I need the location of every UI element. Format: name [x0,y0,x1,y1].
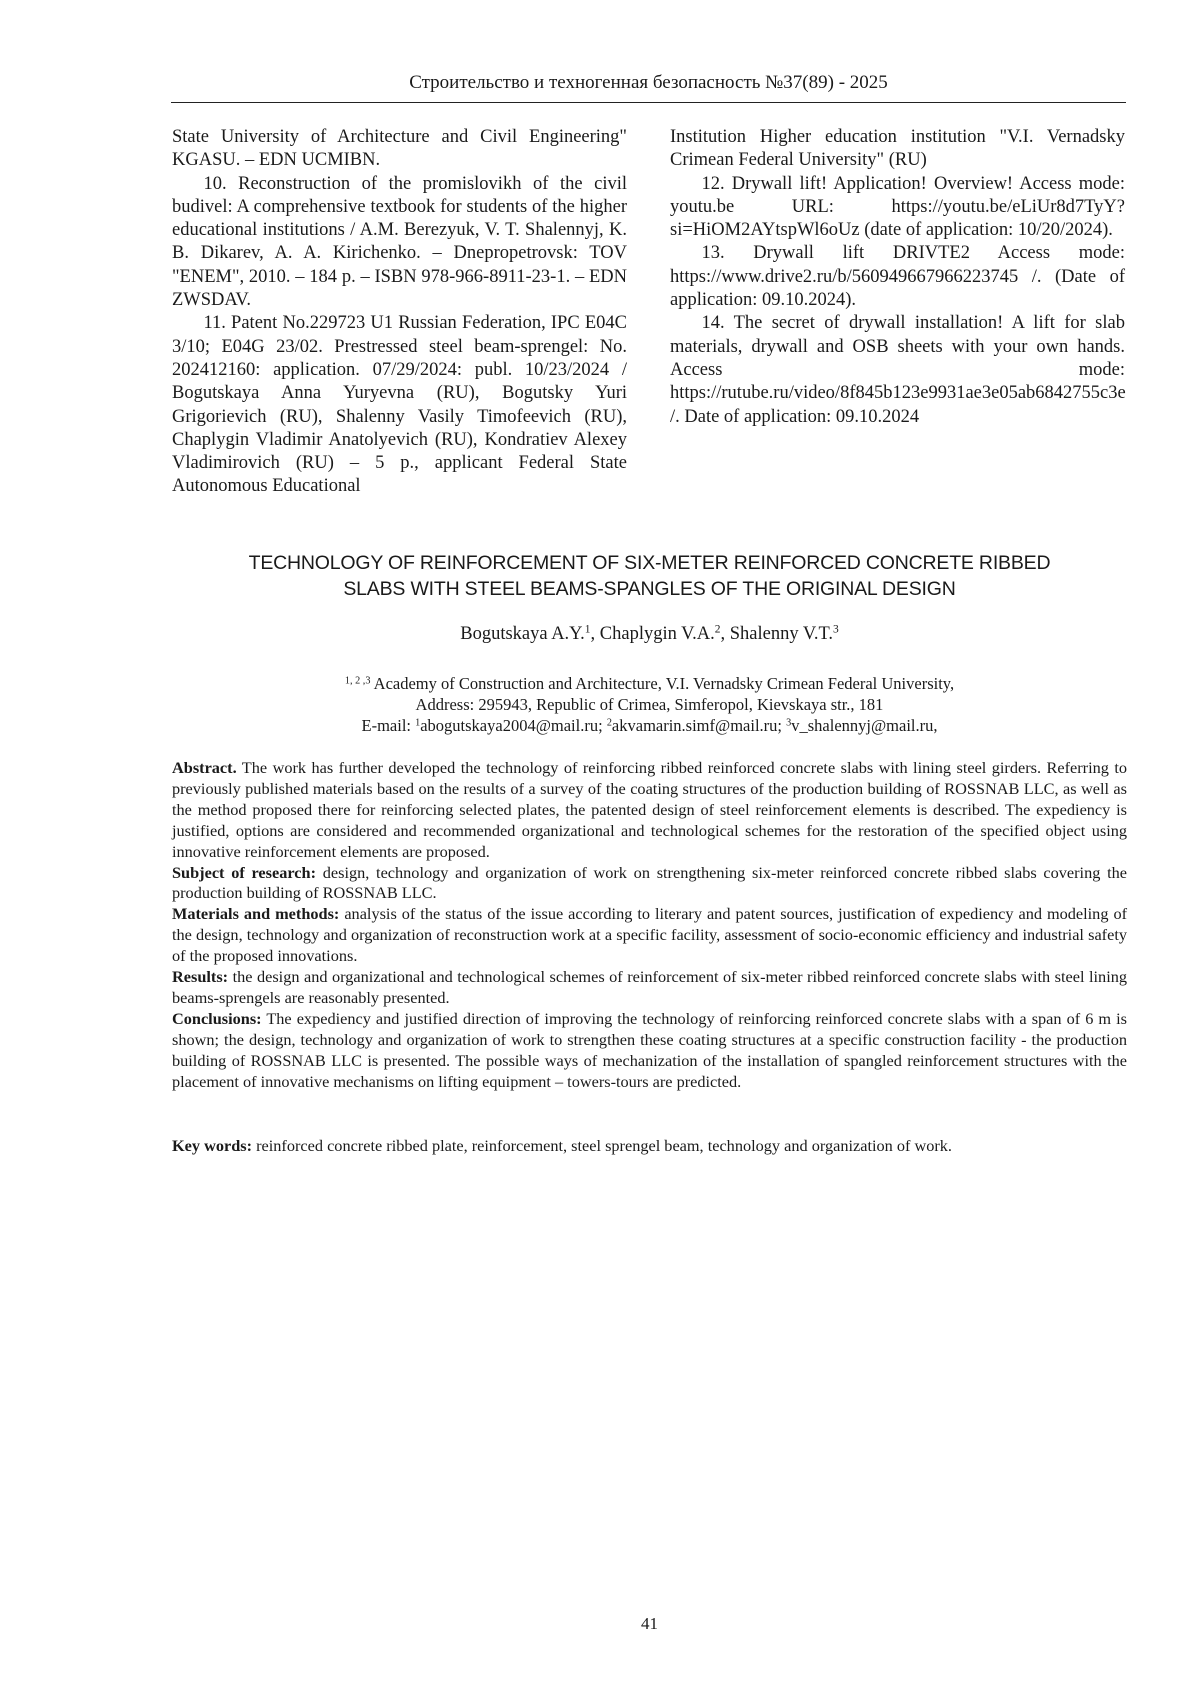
conclusions-text: The expediency and justified direction of improving the technology of reinforcing reinforced concrete slabs with a span of 6 m is shown; the design, technology and organization of work to strengthen these coating structures at a specific construction facility - the production building of ROSSNAB LLC is presented. The possible ways of mechanization of the installation of spangled reinforcement structures with the placement of innovative mechanisms on lifting equipment – towers-tours are predicted. [172,1008,1127,1091]
subject-paragraph [172,863,1127,905]
affiliation-emails [172,715,1127,736]
email-mark: 1 [415,717,421,729]
methods-paragraph [172,904,1127,967]
subject-label: Subject of research: [172,862,316,882]
keywords-text: reinforced concrete ribbed plate, reinforcement, steel sprengel beam, technology and organization of work. [252,1136,953,1155]
abstract-paragraph [172,758,1127,863]
affiliation-address: Address: 295943, Republic of Crimea, Simferopol, Kievskaya str., 181 [415,695,884,714]
author-affiliation-mark: 3 [833,623,839,636]
author-list [172,624,1127,645]
reference-item: 13. Drywall lift DRIVTE2 Access mode: https://www.drive2.ru/b/560949667966223745 /. (Date of application: 09.10.2024). [670,243,1125,311]
results-paragraph [172,967,1127,1009]
references-left-column [172,126,627,499]
references-right-column [670,126,1125,429]
article-title [172,550,1127,602]
email-prefix: E-mail: [361,716,416,735]
email-link[interactable]: abogutskaya2004@mail.ru [420,716,599,735]
methods-label: Materials and methods: [172,904,340,924]
keywords-block [172,1136,1127,1157]
results-text: the design and organizational and technological schemes of reinforcement of six-meter ribbed reinforced concrete slabs with steel lining beams-sprengels are reasonably presented. [172,967,1127,1007]
email-link[interactable]: akvamarin.simf@mail.ru [611,716,778,735]
author-affiliation-mark: 2 [714,623,721,636]
article-title-line: SLABS WITH STEEL BEAMS-SPANGLES OF THE ORIGINAL DESIGN [343,578,956,600]
email-mark: 3 [786,717,792,729]
abstract-text: The work has further developed the technology of reinforcing ribbed reinforced concrete slabs with lining steel girders. Referring to previously published materials based on the results of a survey of the coating structures of the production building of ROSSNAB LLC, as well as the method proposed there for reinforcing selected plates, the patented design of steel reinforcement elements is described. The expediency is justified, options are considered and recommended organizational and technological schemes for the restoration of the specified object using innovative reinforcement elements are proposed. [172,758,1127,861]
author-name: Chaplygin V.A. [599,624,715,644]
conclusions-label: Conclusions: [172,1008,262,1028]
email-separator: ; [598,716,607,735]
reference-item: 11. Patent No.229723 U1 Russian Federation, IPC E04C 3/10; E04G 23/02. Prestressed steel beam-sprengel: No. 202412160: application. 07/29/2024: publ. 10/23/2024 / Bogutskaya Anna Yuryevna (RU), Bogutsky Yuri Grigorievich (RU), Shalenny Vasily Timofeevich (RU), Chaplygin Vladimir Anatolyevich (RU), Kondratiev Alexey Vladimirovich (RU) – 5 p., applicant Federal State Autonomous Educational [172,313,627,497]
article-title-line: TECHNOLOGY OF REINFORCEMENT OF SIX-METER REINFORCED CONCRETE RIBBED [248,552,1051,574]
email-link[interactable]: v_shalennyj@mail.ru [791,716,934,735]
affiliation-line [172,673,1127,694]
reference-item: Institution Higher education institution "V.I. Vernadsky Crimean Federal University" (RU) [670,127,1125,171]
author-separator: , [720,624,730,644]
reference-item: 14. The secret of drywall installation! A lift for slab materials, drywall and OSB sheets with your own hands. Access mode: https://rutube.ru/video/8f845b123e9931ae3e05ab6842755c3e /. Date of application: 09.10.2024 [670,313,1126,427]
affiliation-institution: Academy of Construction and Architecture, V.I. Vernadsky Crimean Federal University, [373,674,955,693]
affiliation-block [172,673,1127,736]
email-mark: 2 [606,717,612,729]
author-name: Shalenny V.T. [729,624,834,644]
author-affiliation-mark: 1 [584,623,591,636]
reference-item: State University of Architecture and Civil Engineering" KGASU. – EDN UCMIBN. [172,127,627,171]
page-number: 41 [641,1614,658,1633]
subject-text: design, technology and organization of work on strengthening six-meter reinforced concrete ribbed slabs covering the production building of ROSSNAB LLC. [172,862,1127,903]
keywords-label: Key words: [172,1136,253,1155]
email-separator: ; [777,716,787,735]
abstract-label: Abstract. [172,758,237,777]
header-divider [171,102,1126,103]
author-separator: , [590,624,600,644]
affiliation-marks: 1, 2 ,3 [344,675,371,687]
email-separator: , [933,716,938,735]
author-name: Bogutskaya A.Y. [460,624,585,644]
methods-text: analysis of the status of the issue according to literary and patent sources, justification of expediency and modeling of the design, technology and organization of reconstruction work at a specific facility, assessment of socio-economic efficiency and industrial safety of the proposed innovations. [172,904,1128,966]
reference-item: 10. Reconstruction of the promislovikh of the civil budivel: A comprehensive textbook for students of the higher educational institutions / A.M. Berezyuk, V. T. Shalennyj, K. B. Dikarev, A. A. Kirichenko. – Dnepropetrovsk: TOV "ENEM", 2010. – 184 p. – ISBN 978-966-8911-23-1. – EDN ZWSDAV. [172,173,627,311]
results-label: Results: [172,967,229,987]
abstract-block [172,758,1127,1093]
conclusions-paragraph [172,1009,1127,1093]
reference-item: 12. Drywall lift! Application! Overview! Access mode: youtu.be URL: https://youtu.be/eLiUr8d7TyY?si=HiOM2AYtspWl6oUz (date of application: 10/20/2024). [670,173,1125,241]
running-header: Строительство и техногенная безопасность №37(89) - 2025 [409,72,888,93]
